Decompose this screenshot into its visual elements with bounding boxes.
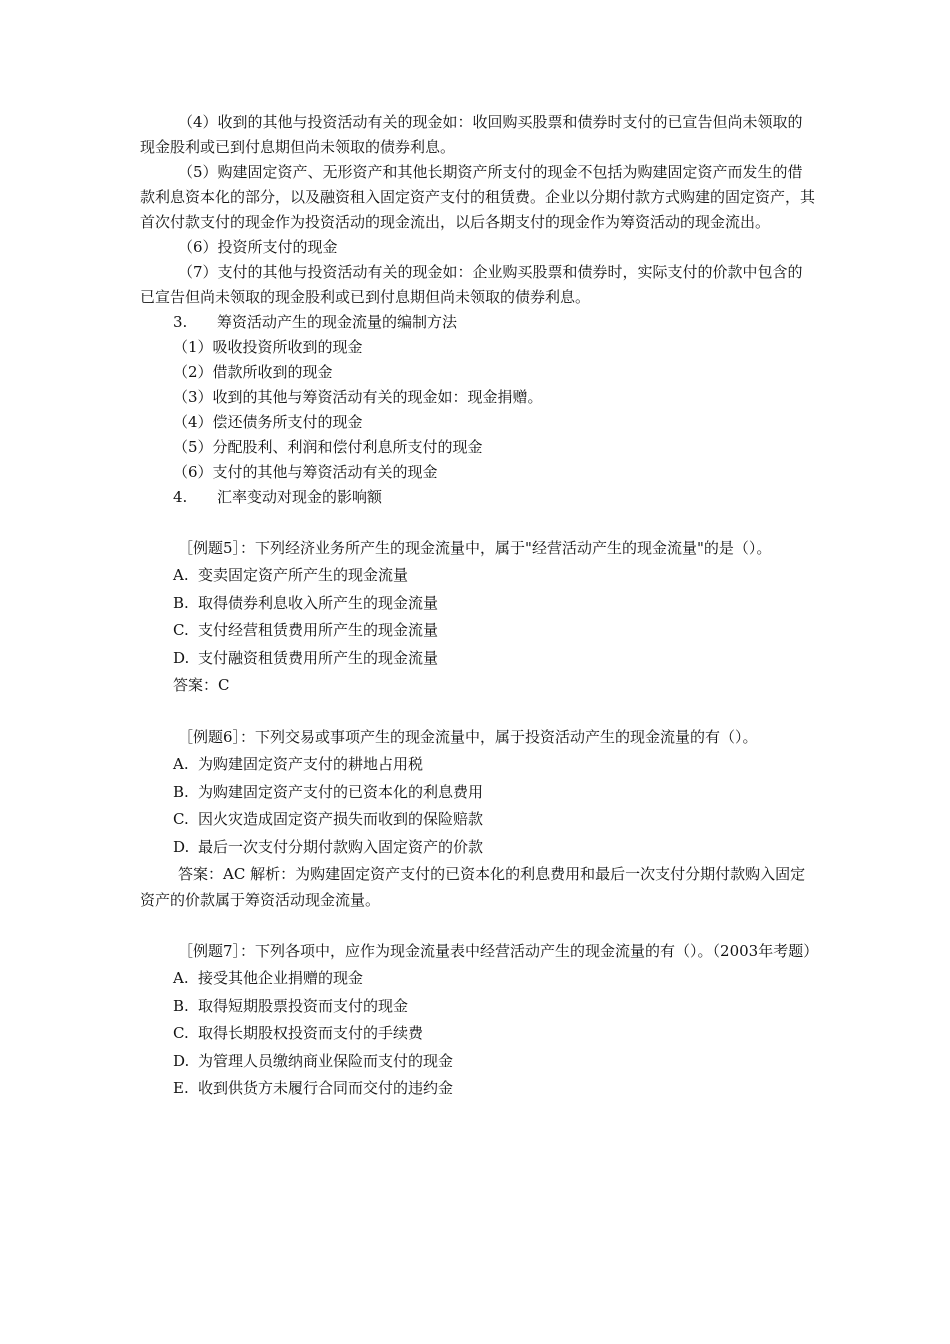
example7-option <box>140 993 815 1021</box>
financing-item: （3）收到的其他与筹资活动有关的现金如：现金捐赠。 <box>173 388 543 406</box>
option-letter: E. <box>173 1079 189 1097</box>
example7-question: ［例题7］：下列各项中，应作为现金流量表中经营活动产生的现金流量的有（）。（2003年考题） <box>178 942 819 960</box>
financing-heading <box>140 310 815 335</box>
example6-answer: 答案：AC 解析：为购建固定资产支付的已资本化的利息费用和最后一次支付分期付款购入固定资产的价款属于筹资活动现金流量。 <box>140 865 806 909</box>
option-letter: D. <box>173 648 190 667</box>
exchange-heading-text: 汇率变动对现金的影响额 <box>217 488 383 506</box>
option-text: 变卖固定资产所产生的现金流量 <box>198 566 409 584</box>
option-letter: A. <box>173 969 189 987</box>
example6-option <box>140 834 815 862</box>
example7-option <box>140 965 815 993</box>
example6-option <box>140 806 815 834</box>
financing-item: （6）支付的其他与筹资活动有关的现金 <box>173 463 438 481</box>
investing-item-6: （6）投资所支付的现金 <box>178 238 338 256</box>
option-letter: D. <box>173 837 190 856</box>
example5-answer: 答案：C <box>173 676 230 694</box>
document-page <box>140 110 819 1103</box>
example6-option <box>140 779 815 807</box>
option-letter: A. <box>173 566 189 584</box>
option-text: 取得债券利息收入所产生的现金流量 <box>198 593 439 612</box>
financing-heading-text: 筹资活动产生的现金流量的编制方法 <box>217 313 458 331</box>
financing-item: （4）偿还债务所支付的现金 <box>173 413 363 431</box>
example5-option <box>140 562 815 590</box>
example7-option <box>140 1048 815 1076</box>
option-text: 最后一次支付分期付款购入固定资产的价款 <box>198 837 484 856</box>
spacer <box>140 510 815 535</box>
option-letter: D. <box>173 1051 190 1070</box>
example7-option <box>140 1020 815 1048</box>
option-letter: A. <box>173 755 189 773</box>
financing-item: （2）借款所收到的现金 <box>173 363 333 381</box>
example6-question: ［例题6］：下列交易或事项产生的现金流量中，属于投资活动产生的现金流量的有（）。 <box>178 728 758 746</box>
option-text: 收到供货方未履行合同而交付的违约金 <box>198 1079 454 1097</box>
example5-option <box>140 645 815 673</box>
option-letter: C. <box>173 810 189 828</box>
option-text: 为购建固定资产支付的耕地占用税 <box>198 755 424 773</box>
option-text: 为管理人员缴纳商业保险而支付的现金 <box>198 1051 454 1070</box>
option-text: 为购建固定资产支付的已资本化的利息费用 <box>198 782 484 801</box>
investing-item-7: （7）支付的其他与投资活动有关的现金如：企业购买股票和债券时，实际支付的价款中包含的已宣告但尚未领取的现金股利或已到付息期但尚未领取的债券利息。 <box>140 263 803 306</box>
exchange-heading-number: 4. <box>173 488 188 506</box>
example5-option <box>140 590 815 618</box>
investing-item-4: （4）收到的其他与投资活动有关的现金如：收回购买股票和债券时支付的已宣告但尚未领取的现金股利或已到付息期但尚未领取的债券利息。 <box>140 113 803 156</box>
option-letter: B. <box>173 996 189 1015</box>
option-letter: B. <box>173 782 189 801</box>
option-letter: C. <box>173 621 189 639</box>
option-letter: B. <box>173 593 189 612</box>
exchange-heading <box>140 485 815 510</box>
financing-item: （5）分配股利、利润和偿付利息所支付的现金 <box>173 438 483 456</box>
option-text: 支付融资租赁费用所产生的现金流量 <box>198 648 439 667</box>
option-text: 取得短期股票投资而支付的现金 <box>198 996 409 1015</box>
example5-question: ［例题5］：下列经济业务所产生的现金流量中，属于"经营活动产生的现金流量"的是（）。 <box>178 539 772 557</box>
example6-option <box>140 751 815 779</box>
option-text: 支付经营租赁费用所产生的现金流量 <box>198 621 439 639</box>
option-text: 因火灾造成固定资产损失而收到的保险赔款 <box>198 810 484 828</box>
financing-item: （1）吸收投资所收到的现金 <box>173 338 363 356</box>
option-letter: C. <box>173 1024 189 1042</box>
option-text: 取得长期股权投资而支付的手续费 <box>198 1024 424 1042</box>
spacer <box>140 699 815 724</box>
financing-heading-number: 3. <box>173 313 188 331</box>
option-text: 接受其他企业捐赠的现金 <box>198 969 364 987</box>
example7-option <box>140 1075 815 1103</box>
investing-item-5: （5）购建固定资产、无形资产和其他长期资产所支付的现金不包括为购建固定资产而发生的借款利息资本化的部分，以及融资租入固定资产支付的租赁费。企业以分期付款方式购建的固定资产，其首次付款支付的现金作为投资活动的现金流出，以后各期支付的现金作为筹资活动的现金流出。 <box>140 163 816 231</box>
example5-option <box>140 617 815 645</box>
spacer <box>140 913 815 938</box>
